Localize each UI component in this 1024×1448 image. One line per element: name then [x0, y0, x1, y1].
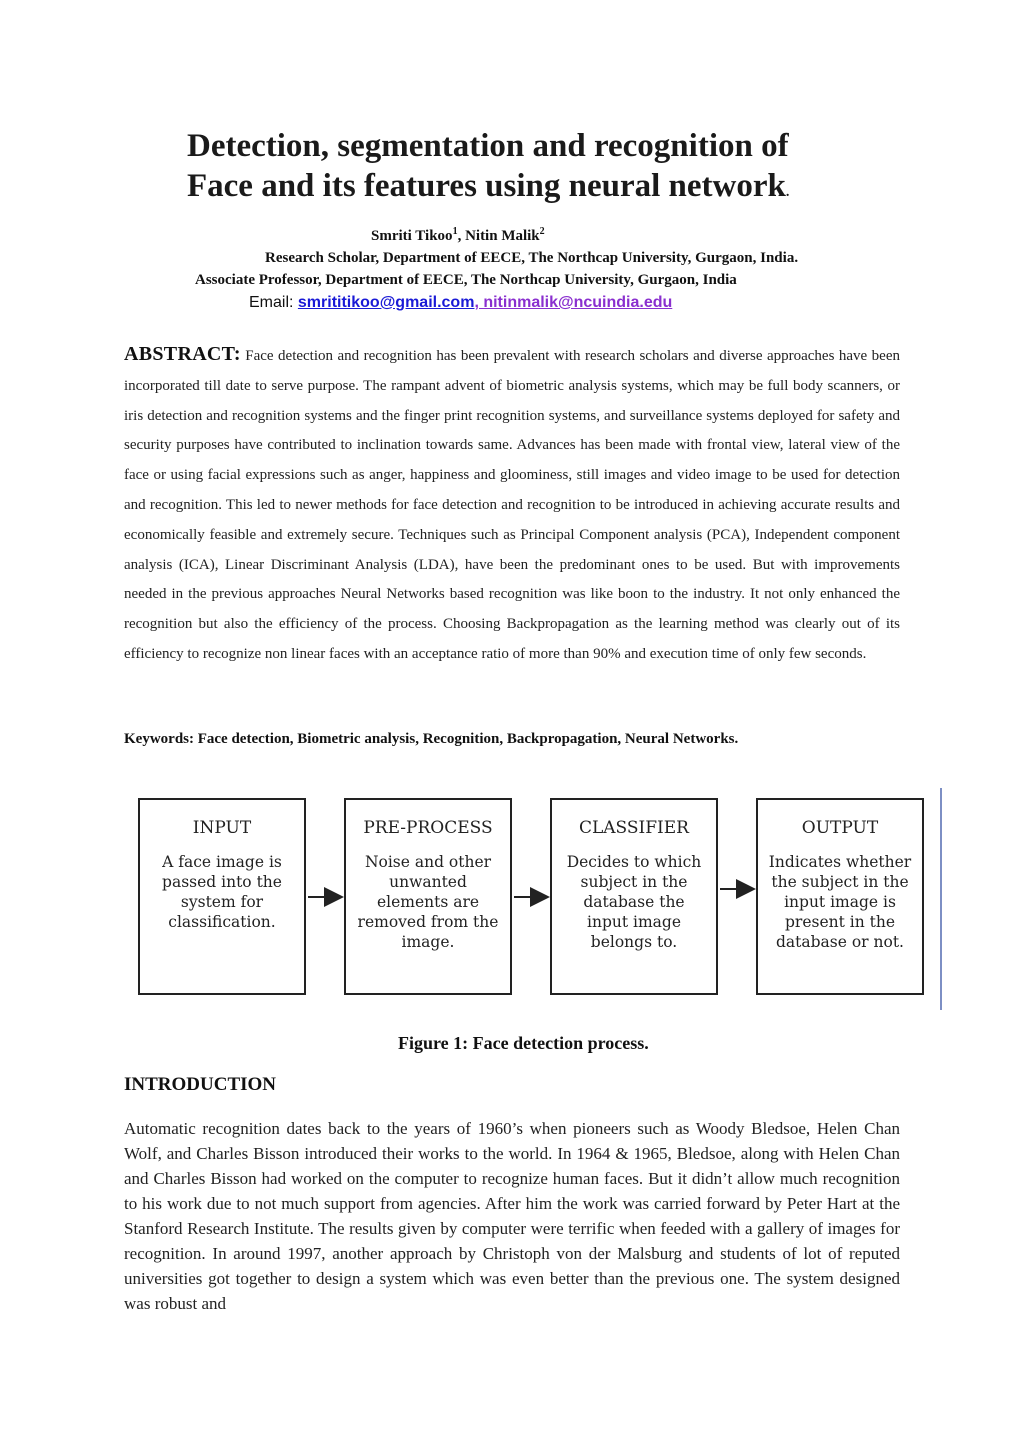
title-trailing-dot: .	[785, 185, 790, 200]
abstract-heading: ABSTRACT:	[124, 343, 241, 365]
input-box-title: INPUT	[192, 818, 252, 838]
keywords: Keywords: Face detection, Biometric analysis, Recognition, Backpropagation, Neural Networks.	[124, 731, 739, 747]
abstract-text: Face detection and recognition has been prevalent with research scholars and diverse approaches have been incorporated till date to serve purpose. The rampant advent of biometric analysis systems, which may be full body scanners, or iris detection and recognition systems and the finger print recognition systems, and surveillance systems deployed for safety and security purposes have contributed to inclination towards same. Advances has been made with frontal view, lateral view of the face or using facial expressions such as anger, happiness and gloominess, still images and video image to be used for detection and recognition. This led to newer methods for face detection and recognition to be introduced in achieving accurate results and economically feasible and extremely secure. Techniques such as Principal Component analysis (PCA), Independent component analysis (ICA), Linear Discriminant Analysis (LDA), have been the predominant ones to be used. But with improvements needed in the previous approaches Neural Networks based recognition was like boon to the industry. It not only enhanced the recognition but also the efficiency of the process. Choosing Backpropagation as the learning method was clearly out of its efficiency to recognize non linear faces with an acceptance ratio of more than 90% and execution time of only few seconds.	[124, 348, 900, 662]
classifier-box	[550, 798, 718, 995]
figure-1-caption: Figure 1: Face detection process.	[398, 1033, 649, 1053]
introduction-heading: INTRODUCTION	[124, 1074, 277, 1095]
title-line-2	[187, 166, 907, 213]
output-box	[756, 798, 924, 995]
email-link-1[interactable]: smrititikoo@gmail.com	[297, 294, 475, 311]
figure-1-diagram	[120, 784, 950, 1014]
title-line-2-text: Face and its features using neural network	[187, 168, 786, 204]
preprocess-box-title: PRE-PROCESS	[363, 818, 493, 838]
affiliation-1: Research Scholar, Department of EECE, The Northcap University, Gurgaon, India.	[265, 250, 799, 266]
author-1: Smriti Tikoo	[371, 228, 453, 244]
author-2: Nitin Malik	[465, 228, 540, 244]
introduction-text: Automatic recognition dates back to the years of 1960’s when pioneers such as Woody Bledsoe, Helen Chan Wolf, and Charles Bisson introduced their works to the world. In 1964 & 1965, Bledsoe, along with Helen Chan and Charles Bisson had worked on the computer to recognize human faces. But it didn’t allow much recognition to his work due to not much support from agencies. After him the work was carried forward by Peter Hart at the Stanford Research Institute. The results given by computer were terrific when feeded with a gallery of images for recognition. In around 1997, another approach by Christoph von der Malsburg and students of lot of reputed universities got together to design a system which was even better than the previous one. The system designed was robust and	[124, 1119, 900, 1313]
author-1-sup: 1	[452, 226, 458, 237]
email-label: Email:	[249, 294, 298, 311]
classifier-box-title: CLASSIFIER	[578, 818, 689, 838]
input-box	[138, 798, 306, 995]
preprocess-box	[344, 798, 512, 995]
input-box-text: A face image is passed into the system for classification.	[162, 853, 282, 931]
email-line	[249, 294, 672, 312]
email-link-2[interactable]: , nitinmalik@ncuindia.edu	[474, 294, 673, 311]
title-line-1: Detection, segmentation and recognition of	[187, 128, 789, 164]
preprocess-box-text: Noise and other unwanted elements are removed from the image.	[357, 853, 499, 951]
output-box-title: OUTPUT	[801, 818, 879, 838]
author-separator: ,	[457, 228, 466, 244]
paper-title	[187, 126, 907, 213]
classifier-box-text: Decides to which subject in the database the input image belongs to.	[566, 853, 702, 951]
figure-edge-rule	[940, 788, 942, 1010]
affiliation-2: Associate Professor, Department of EECE, The Northcap University, Gurgaon, India	[195, 272, 737, 288]
abstract	[124, 340, 900, 670]
author-2-sup: 2	[539, 226, 545, 237]
author-names	[371, 226, 545, 245]
output-box-text: Indicates whether the subject in the input image is present in the database or not.	[768, 853, 912, 951]
